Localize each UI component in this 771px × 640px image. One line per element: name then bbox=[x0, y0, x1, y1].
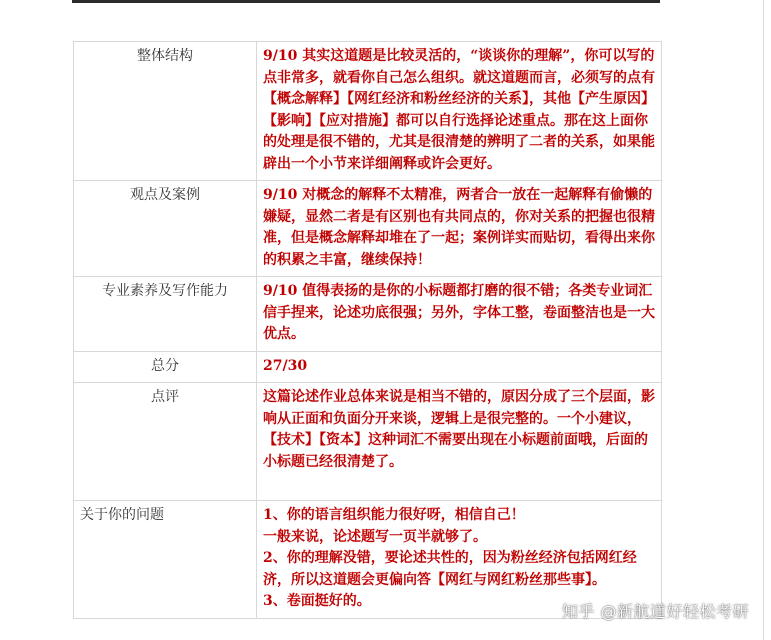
row-content-viewpoint: 9/10 对概念的解释不太精准，两者合一放在一起解释有偷懒的嫌疑，显然二者是有区别也有共同点的，你对关系的把握也很精准，但是概念解释却堆在了一起；案例详实而贴切，看得出来你的积累之丰富，继续保持！ bbox=[257, 181, 662, 277]
answer-line: 1、你的语言组织能力很好呀，相信自己！ bbox=[263, 507, 525, 523]
answer-line: 2、你的理解没错，要论述共性的，因为粉丝经济包括网红经济，所以这道题会更偏向答【网红与网红粉丝那些事】。 bbox=[263, 550, 637, 588]
watermark: 知乎 @新航道好轻松考研 bbox=[561, 602, 749, 621]
right-border bbox=[763, 0, 764, 640]
row-label-structure: 整体结构 bbox=[74, 42, 257, 181]
table-row bbox=[74, 277, 662, 352]
row-content-comment: 这篇论述作业总体来说是相当不错的，原因分成了三个层面，影响从正面和负面分开来谈，逻辑上是很完整的。一个小建议，【技术】【资本】这种词汇不需要出现在小标题前面哦，后面的小标题已经很清楚了。 bbox=[257, 383, 662, 501]
row-content-total: 27/30 bbox=[257, 351, 662, 383]
table-row bbox=[74, 383, 662, 501]
row-content-structure: 9/10 其实这道题是比较灵活的，“谈谈你的理解”，你可以写的点非常多，就看你自己怎么组织。就这道题而言，必须写的点有【概念解释】【网红经济和粉丝经济的关系】，其他【产生原因】【影响】【应对措施】都可以自行选择论述重点。那在这上面你的处理是很不错的，尤其是很清楚的辨明了二者的关系，如果能辟出一个小节来详细阐释或许会更好。 bbox=[257, 42, 662, 181]
answer-line: 一般来说，论述题写一页半就够了。 bbox=[263, 528, 487, 545]
row-label-comment: 点评 bbox=[74, 383, 257, 501]
row-label-total: 总分 bbox=[74, 351, 257, 383]
table-row bbox=[74, 351, 662, 383]
row-label-questions: 关于你的问题 bbox=[74, 501, 257, 619]
top-divider bbox=[72, 0, 660, 3]
row-label-viewpoint: 观点及案例 bbox=[74, 181, 257, 277]
table-row bbox=[74, 181, 662, 277]
review-table bbox=[73, 41, 662, 619]
answer-line: 3、卷面挺好的。 bbox=[263, 593, 371, 609]
row-label-skill: 专业素养及写作能力 bbox=[74, 277, 257, 352]
table-row bbox=[74, 42, 662, 181]
row-content-skill: 9/10 值得表扬的是你的小标题都打磨的很不错；各类专业词汇信手捏来，论述功底很强；另外，字体工整，卷面整洁也是一大优点。 bbox=[257, 277, 662, 352]
